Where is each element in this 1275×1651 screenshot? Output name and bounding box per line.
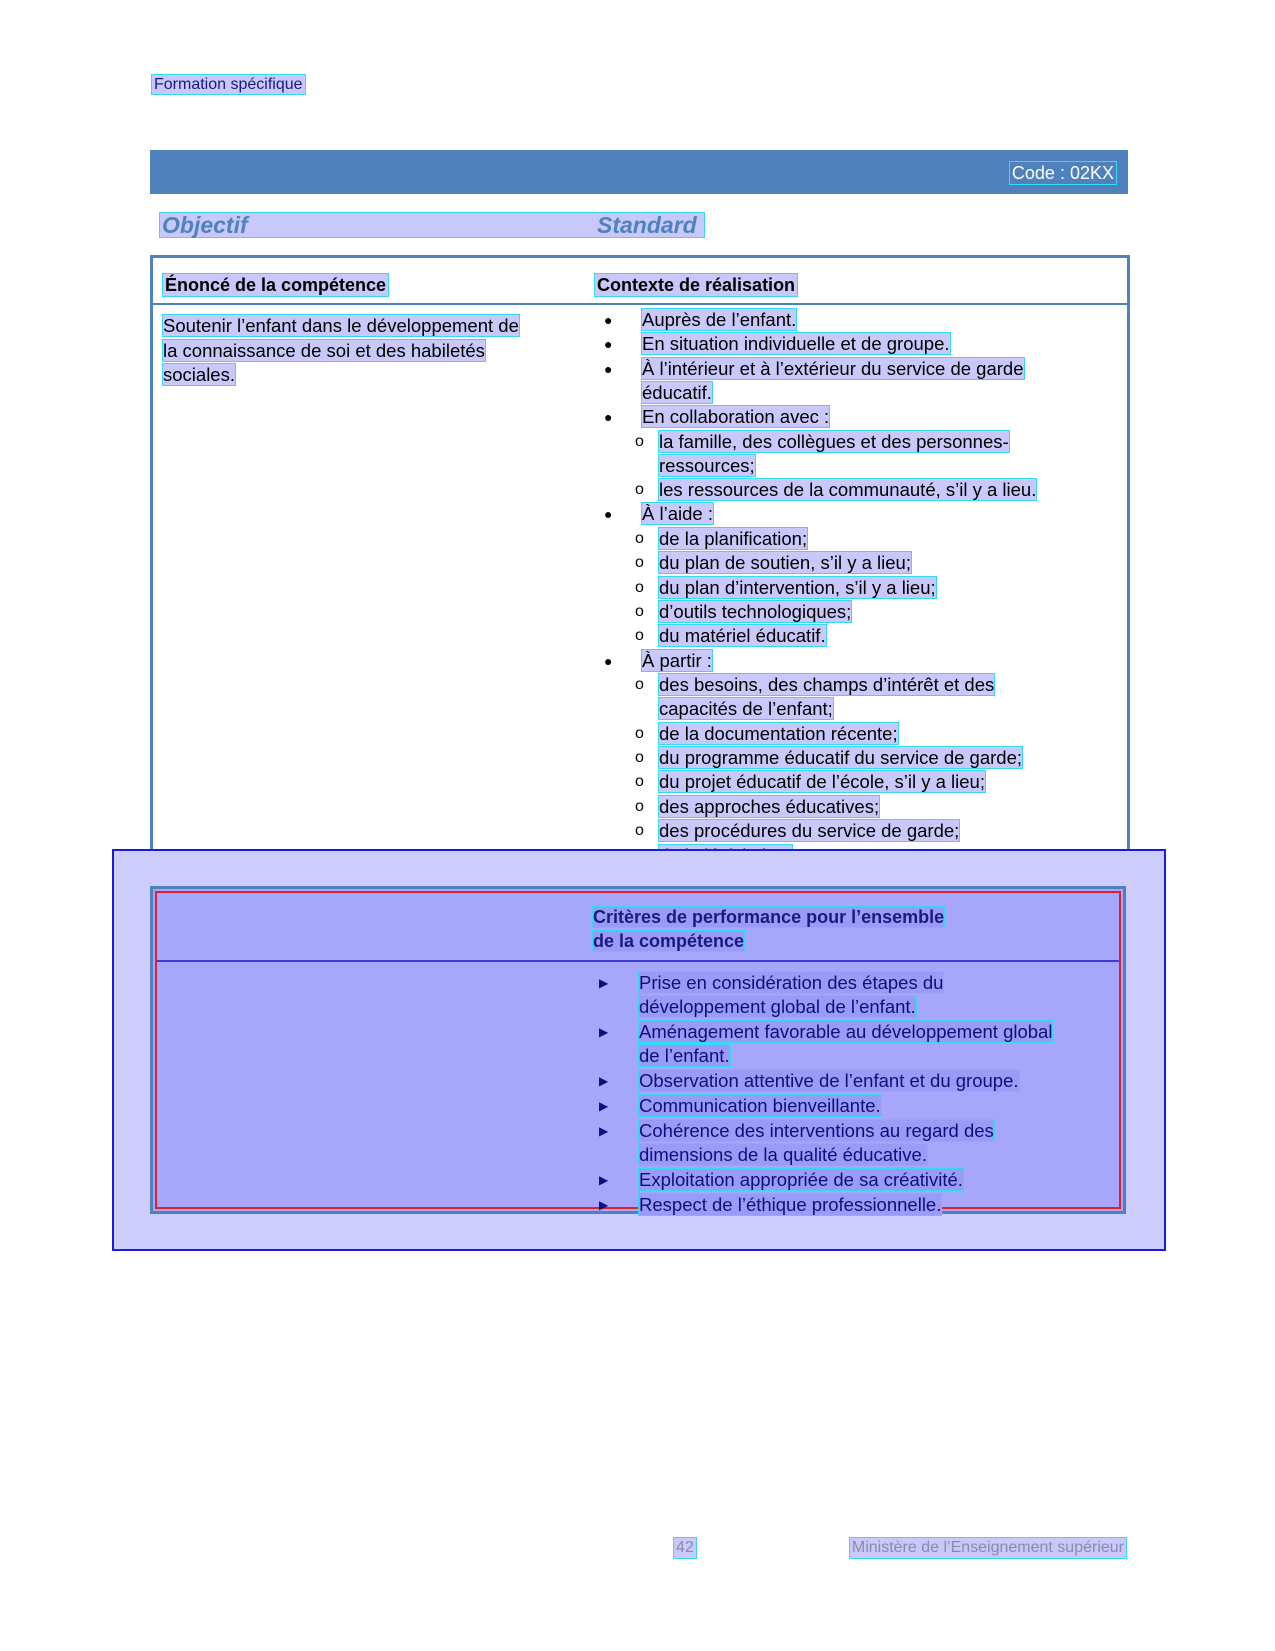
- criterion-line: de l’enfant.: [639, 1045, 730, 1066]
- criterion-line: Communication bienveillante.: [639, 1095, 881, 1116]
- code-bar: [150, 150, 1128, 194]
- circle-bullet-icon: o: [635, 773, 644, 790]
- criterion-line: développement global de l’enfant.: [639, 996, 916, 1017]
- criterion-line: Prise en considération des étapes du: [639, 972, 944, 993]
- standard-title: Standard: [597, 212, 697, 238]
- circle-bullet-icon: o: [635, 481, 644, 498]
- context-line: capacités de l’enfant;: [659, 698, 833, 719]
- criteria-header-line: de la compétence: [593, 931, 745, 951]
- page-footer: [674, 1538, 1126, 1558]
- code-value: 02KX: [1069, 163, 1114, 183]
- competency-statement: [163, 314, 573, 388]
- circle-bullet-icon: o: [635, 822, 644, 839]
- code-label: Code :: [1011, 163, 1070, 183]
- circle-bullet-icon: o: [635, 749, 644, 766]
- criterion-item: [597, 1094, 1097, 1118]
- ministry-label: Ministère de l’Enseignement supérieur: [851, 1539, 1124, 1556]
- context-line: des procédures du service de garde;: [659, 820, 960, 841]
- context-sub-item: [633, 819, 1117, 843]
- context-line: de la planification;: [659, 528, 808, 549]
- context-line: du plan d’intervention, s’il y a lieu;: [659, 577, 936, 598]
- arrow-bullet-icon: ▶: [599, 1099, 609, 1113]
- criteria-divider: [157, 960, 1119, 962]
- context-line: du projet éducatif de l’école, s’il y a lieu;: [659, 771, 985, 792]
- criterion-line: Observation attentive de l’enfant et du groupe.: [639, 1070, 1019, 1091]
- context-bullet: [600, 332, 1080, 356]
- criteria-header-line: Critères de performance pour l’ensemble: [593, 907, 945, 927]
- circle-bullet-icon: o: [635, 579, 644, 596]
- context-line: des approches éducatives;: [659, 796, 880, 817]
- context-line: du plan de soutien, s’il y a lieu;: [659, 552, 911, 573]
- criterion-line: dimensions de la qualité éducative.: [639, 1144, 927, 1165]
- context-sub-item: [633, 722, 1117, 746]
- criterion-item: [597, 1020, 1097, 1068]
- circle-bullet-icon: o: [635, 798, 644, 815]
- criterion-line: Aménagement favorable au développement global: [639, 1021, 1053, 1042]
- context-line: En situation individuelle et de groupe.: [642, 333, 950, 354]
- context-sub-item: [633, 430, 1117, 478]
- circle-bullet-icon: o: [635, 554, 644, 571]
- context-line: les ressources de la communauté, s’il y a lieu.: [659, 479, 1037, 500]
- context-line: la famille, des collègues et des personnes-: [659, 431, 1009, 452]
- context-bullet: [600, 308, 1080, 332]
- context-bullet: [600, 502, 1080, 526]
- bullet-icon: ●: [604, 336, 613, 352]
- criterion-item: [597, 1193, 1097, 1217]
- context-line: À partir :: [642, 650, 712, 671]
- statement-line: la connaissance de soi et des habiletés: [163, 339, 485, 361]
- criterion-item: [597, 1168, 1097, 1192]
- circle-bullet-icon: o: [635, 725, 644, 742]
- criterion-item: [597, 1119, 1097, 1167]
- context-line: éducatif.: [642, 382, 712, 403]
- arrow-bullet-icon: ▶: [599, 976, 609, 990]
- circle-bullet-icon: o: [635, 603, 644, 620]
- bullet-icon: ●: [604, 653, 613, 669]
- context-sub-item: [633, 770, 1117, 794]
- context-sub-item: [633, 527, 1117, 551]
- bullet-icon: ●: [604, 506, 613, 522]
- context-sub-item: [633, 624, 1117, 648]
- bullet-icon: ●: [604, 361, 613, 377]
- criteria-header: [593, 905, 993, 953]
- criterion-item: [597, 1069, 1097, 1093]
- context-sub-item: [633, 673, 1117, 721]
- arrow-bullet-icon: ▶: [599, 1198, 609, 1212]
- criteria-frame: [155, 891, 1121, 1215]
- context-sub-item: [633, 576, 1117, 600]
- criterion-line: Cohérence des interventions au regard des: [639, 1120, 994, 1141]
- competency-code: [1010, 162, 1116, 184]
- context-line: de la documentation récente;: [659, 723, 898, 744]
- criterion-line: Exploitation appropriée de sa créativité.: [639, 1169, 963, 1190]
- context-line: À l’aide :: [642, 503, 713, 524]
- context-bullet: [600, 405, 1080, 429]
- bullet-icon: ●: [604, 409, 613, 425]
- context-bullet: [600, 357, 1080, 405]
- header-divider: [153, 303, 1127, 305]
- context-sub-item: [633, 551, 1117, 575]
- context-line: Auprès de l’enfant.: [642, 309, 797, 330]
- criterion-line: Respect de l’éthique professionnelle.: [639, 1194, 942, 1215]
- circle-bullet-icon: o: [635, 433, 644, 450]
- context-sub-item: [633, 600, 1117, 624]
- running-head: Formation spécifique: [154, 76, 303, 93]
- criterion-item: [597, 971, 1097, 1019]
- arrow-bullet-icon: ▶: [599, 1025, 609, 1039]
- arrow-bullet-icon: ▶: [599, 1124, 609, 1138]
- context-sub-item: [633, 746, 1117, 770]
- statement-line: sociales.: [163, 364, 235, 385]
- context-line: du matériel éducatif.: [659, 625, 826, 646]
- statement-line: Soutenir l’enfant dans le développement de: [163, 315, 519, 336]
- context-line: des besoins, des champs d’intérêt et des: [659, 674, 995, 695]
- context-bullet: [600, 649, 1080, 673]
- context-line: En collaboration avec :: [642, 406, 830, 427]
- bullet-icon: ●: [604, 312, 613, 328]
- context-line: du programme éducatif du service de garde;: [659, 747, 1023, 768]
- objective-title: Objectif: [162, 212, 248, 238]
- arrow-bullet-icon: ▶: [599, 1074, 609, 1088]
- arrow-bullet-icon: ▶: [599, 1173, 609, 1187]
- competency-table: [150, 255, 1130, 875]
- circle-bullet-icon: o: [635, 530, 644, 547]
- context-sub-item: [633, 795, 1117, 819]
- page-number: 42: [676, 1539, 694, 1556]
- context-sub-item: [633, 478, 1117, 502]
- statement-header: Énoncé de la compétence: [165, 275, 387, 295]
- circle-bullet-icon: o: [635, 676, 644, 693]
- context-line: ressources;: [659, 455, 755, 476]
- context-line: d’outils technologiques;: [659, 601, 852, 622]
- context-header: Contexte de réalisation: [597, 275, 796, 295]
- context-line: À l’intérieur et à l’extérieur du service de garde: [642, 358, 1024, 379]
- criteria-table: [150, 886, 1126, 1214]
- section-titles-bar: [160, 213, 704, 237]
- circle-bullet-icon: o: [635, 627, 644, 644]
